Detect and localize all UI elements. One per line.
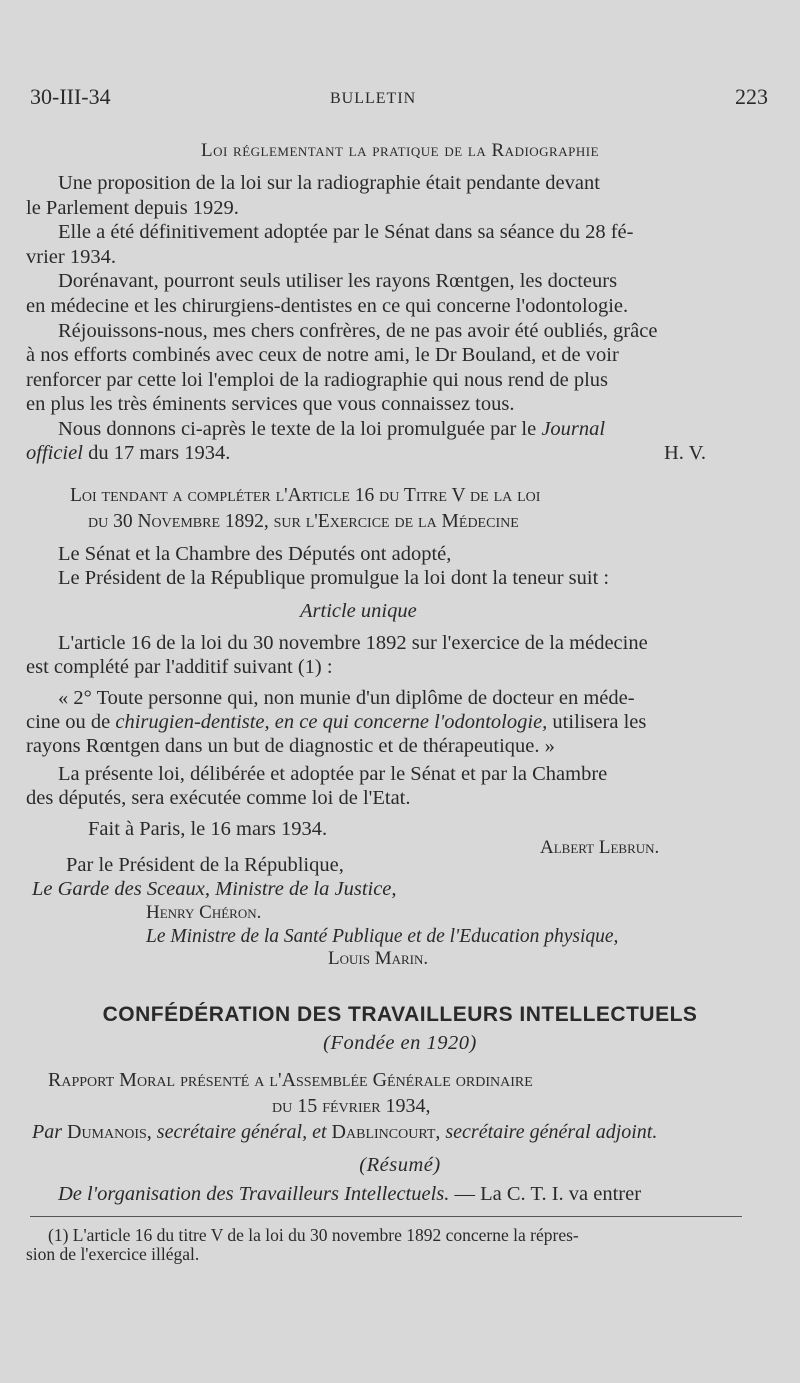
place-date: Fait à Paris, le 16 mars 1934.	[88, 818, 328, 840]
body-line: vrier 1934.	[26, 246, 116, 268]
article-heading: Article unique	[300, 600, 417, 622]
author-initials: H. V.	[664, 442, 706, 464]
ministre-sante: Le Ministre de la Santé Publique et de l'Education physique,	[146, 926, 619, 947]
law-title-line1: Loi tendant a compléter l'Article 16 du Titre V de la loi	[70, 485, 541, 506]
quote-line: « 2° Toute personne qui, non munie d'un diplôme de docteur en méde-	[58, 687, 635, 709]
footnote-line: sion de l'exercice illégal.	[26, 1244, 200, 1264]
body-line: renforcer par cette loi l'emploi de la radiographie qui nous rend de plus	[26, 369, 609, 391]
author-dablincourt: Dablincourt,	[331, 1121, 441, 1143]
authors-line	[32, 1120, 657, 1145]
journal-word: Journal	[541, 418, 606, 440]
quote-line: rayons Rœntgen dans un but de diagnostic et de thérapeutique. »	[26, 735, 555, 757]
body-line: Le Sénat et la Chambre des Députés ont adopté,	[58, 543, 452, 565]
quote-text: cine ou de	[26, 711, 111, 733]
garde-des-sceaux: Le Garde des Sceaux, Ministre de la Justice,	[32, 878, 397, 900]
founded-subtitle: (Fondée en 1920)	[323, 1032, 477, 1054]
section-title-radiographie: Loi réglementant la pratique de la Radiographie	[200, 140, 600, 161]
law-title-line2: du 30 Novembre 1892, sur l'Exercice de la Médecine	[88, 511, 519, 532]
signatory-cheron: Henry Chéron.	[146, 902, 262, 923]
confederation-title: CONFÉDÉRATION DES TRAVAILLEURS INTELLECTUELS	[102, 1003, 698, 1026]
resume-label: (Résumé)	[359, 1154, 441, 1176]
body-line: en médecine et les chirurgiens-dentistes en ce qui concerne l'odontologie.	[26, 295, 629, 317]
body-line: Une proposition de la loi sur la radiographie était pendante devant	[58, 172, 600, 194]
org-heading: De l'organisation des Travailleurs Intellectuels.	[58, 1183, 450, 1205]
body-line: La présente loi, délibérée et adoptée par le Sénat et par la Chambre	[58, 763, 608, 785]
body-line: L'article 16 de la loi du 30 novembre 1892 sur l'exercice de la médecine	[58, 632, 648, 654]
body-line: est complété par l'additif suivant (1) :	[26, 656, 333, 678]
body-line: des députés, sera exécutée comme loi de l'Etat.	[26, 787, 411, 809]
officiel-word: officiel	[26, 442, 83, 464]
page-date: 30-III-34	[30, 84, 111, 109]
body-line: Réjouissons-nous, mes chers confrères, de ne pas avoir été oubliés, grâce	[58, 320, 658, 342]
body-line	[58, 417, 605, 442]
quote-line	[26, 710, 646, 735]
role-sg: secrétaire général, et	[156, 1121, 327, 1143]
signatory-president: Albert Lebrun.	[540, 837, 660, 858]
running-title: BULLETIN	[330, 90, 417, 107]
body-line: Le Président de la République promulgue la loi dont la teneur suit :	[58, 567, 610, 589]
report-title-line2: du 15 février 1934,	[272, 1095, 431, 1117]
role-sga: secrétaire général adjoint.	[445, 1121, 658, 1143]
par-word: Par	[32, 1121, 62, 1143]
quote-italic: chirugien-dentiste, en ce qui concerne l'odontologie,	[115, 711, 548, 733]
body-line: en plus les très éminents services que vous connaissez tous.	[26, 393, 515, 415]
footnote-divider	[30, 1216, 742, 1217]
author-dumanois: Dumanois,	[67, 1121, 152, 1143]
body-line: le Parlement depuis 1929.	[26, 197, 239, 219]
signatory-marin: Louis Marin.	[328, 948, 429, 969]
report-title-line1: Rapport Moral présenté a l'Assemblée Générale ordinaire	[48, 1069, 533, 1091]
date-text: du 17 mars 1934.	[88, 442, 231, 464]
page-number: 223	[735, 84, 768, 109]
footnote-line: (1) L'article 16 du titre V de la loi du 30 novembre 1892 concerne la répres-	[48, 1225, 579, 1245]
body-text: — La C. T. I. va entrer	[454, 1183, 642, 1205]
body-line: Elle a été définitivement adoptée par le Sénat dans sa séance du 28 fé-	[58, 221, 634, 243]
body-line: à nos efforts combinés avec ceux de notre ami, le Dr Bouland, et de voir	[26, 344, 619, 366]
countersign-line: Par le Président de la République,	[66, 854, 344, 876]
body-line	[26, 441, 230, 466]
body-text: Nous donnons ci-après le texte de la loi promulguée par le	[58, 418, 537, 440]
quote-text: utilisera les	[552, 711, 647, 733]
body-line: Dorénavant, pourront seuls utiliser les rayons Rœntgen, les docteurs	[58, 270, 618, 292]
body-line	[58, 1182, 641, 1207]
